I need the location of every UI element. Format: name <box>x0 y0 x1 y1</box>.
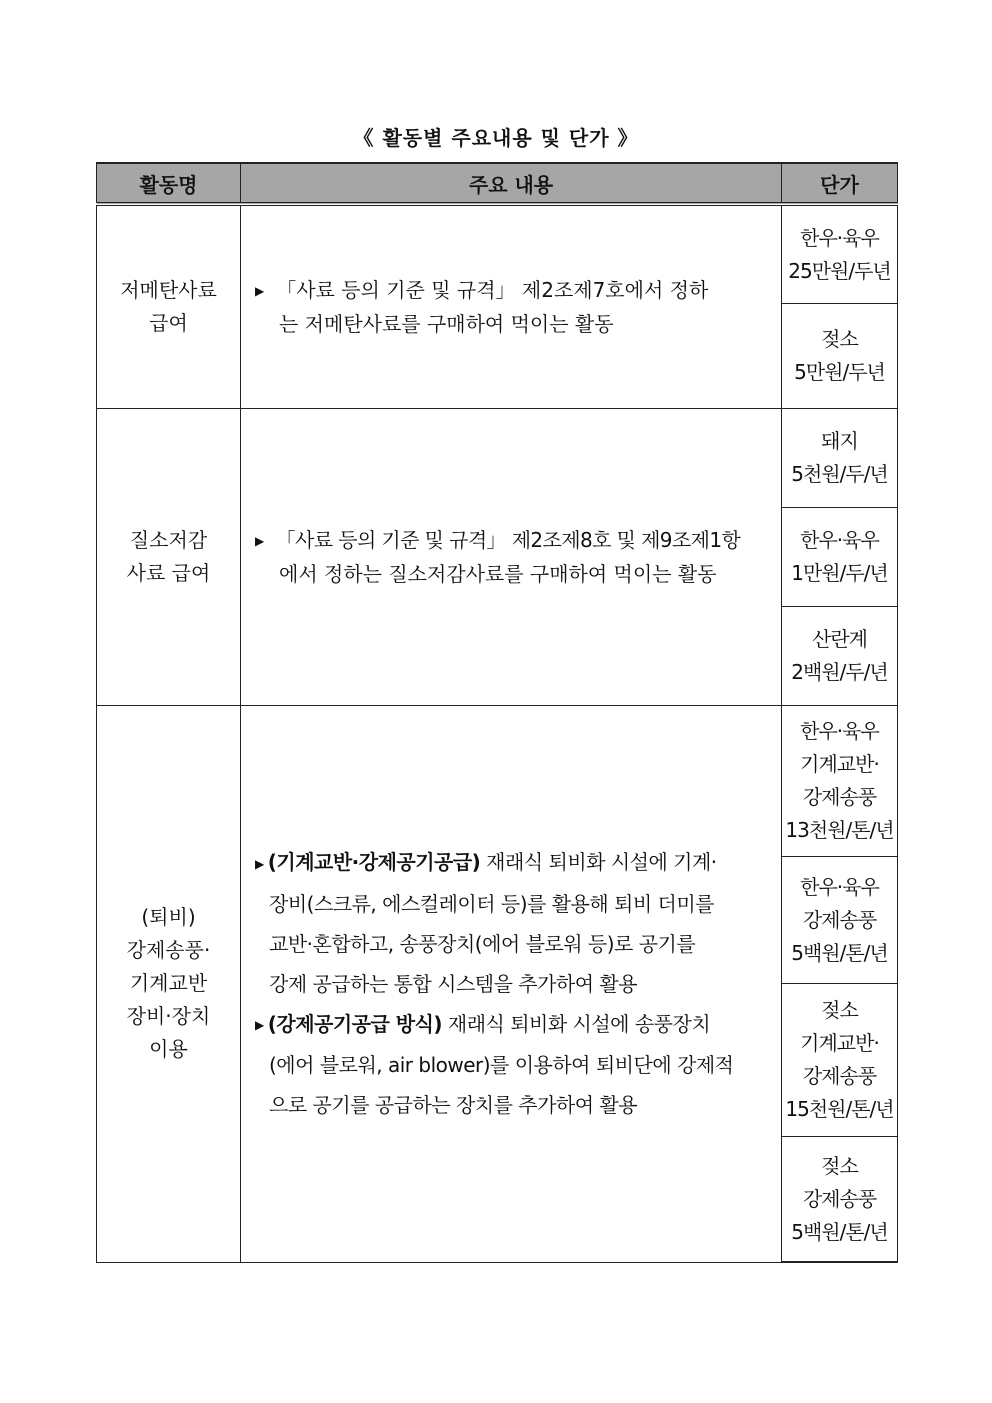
header-content: 주요 내용 <box>241 163 782 204</box>
table-row <box>97 204 898 304</box>
price-cell <box>782 1137 898 1263</box>
content-cell <box>241 706 782 1263</box>
price-line: 기계교반· <box>800 752 879 776</box>
activity-name-line: 사료 급여 <box>126 561 211 585</box>
triangle-bullet-icon: ▶ <box>255 856 264 871</box>
price-line: 강제송풍 <box>802 1064 877 1088</box>
price-animal: 젖소 <box>821 327 858 351</box>
price-line: 기계교반· <box>800 1031 879 1055</box>
price-animal: 산란계 <box>812 627 867 651</box>
price-line: 15천원/톤/년 <box>785 1097 894 1121</box>
price-line: 강제송풍 <box>802 907 877 932</box>
price-rate: 1만원/두/년 <box>791 561 888 585</box>
price-rate: 5천원/두/년 <box>791 462 888 486</box>
price-cell <box>782 857 898 984</box>
content-bold-heading: (기계교반·강제공기공급) <box>267 850 481 875</box>
content-text: 교반·혼합하고, 송풍장치(에어 블로워 등)로 공기를 <box>269 931 696 956</box>
activity-name-line: 이용 <box>149 1037 188 1062</box>
header-activity: 활동명 <box>97 163 241 204</box>
price-animal: 한우·육우 <box>800 225 879 250</box>
activity-name-line: 급여 <box>149 311 188 335</box>
activity-name-line: 저메탄사료 <box>120 278 217 302</box>
price-rate: 25만원/두년 <box>788 258 891 283</box>
price-cell <box>782 706 898 857</box>
price-animal: 돼지 <box>821 429 858 453</box>
activity-price-table <box>96 162 898 1263</box>
activity-name-cell <box>97 409 241 706</box>
activity-name-line: 강제송풍· <box>126 938 211 963</box>
content-text: 에서 정하는 질소저감사료를 구매하여 먹이는 활동 <box>279 561 717 586</box>
price-cell <box>782 304 898 409</box>
price-rate: 5만원/두년 <box>794 360 885 384</box>
header-price: 단가 <box>782 163 898 204</box>
price-line: 강제송풍 <box>802 1186 877 1211</box>
table-row <box>97 409 898 508</box>
price-line: 13천원/톤/년 <box>785 818 894 842</box>
price-rate: 2백원/두/년 <box>791 660 888 684</box>
table-row <box>97 706 898 857</box>
table-caption: 《 활동별 주요내용 및 단가 》 <box>353 126 639 150</box>
activity-name-line: (퇴비) <box>141 905 196 930</box>
price-cell <box>782 508 898 607</box>
content-text: 「사료 등의 기준 및 규격」 제2조제7호에서 정하 <box>276 277 709 302</box>
triangle-bullet-icon: ▶ <box>255 283 265 298</box>
activity-name-line: 기계교반 <box>129 971 208 996</box>
price-line: 한우·육우 <box>800 874 879 899</box>
price-line: 젖소 <box>821 998 858 1022</box>
content-text: 으로 공기를 공급하는 장치를 추가하여 활용 <box>269 1093 638 1118</box>
price-line: 한우·육우 <box>800 719 879 743</box>
content-text: 장비(스크류, 에스컬레이터 등)를 활용해 퇴비 더미를 <box>269 891 714 916</box>
content-bold-heading: (강제공기공급 방식) <box>267 1011 443 1036</box>
price-cell <box>782 607 898 706</box>
price-cell <box>782 204 898 304</box>
price-line: 5백원/톤/년 <box>791 1219 888 1244</box>
triangle-bullet-icon: ▶ <box>255 1018 264 1033</box>
price-line: 5백원/톤/년 <box>791 940 888 965</box>
content-text: 강제 공급하는 통합 시스템을 추가하여 활용 <box>269 971 638 996</box>
price-cell <box>782 984 898 1137</box>
content-text: 재래식 퇴비화 시설에 기계· <box>480 850 717 875</box>
content-cell <box>241 409 782 706</box>
price-line: 젖소 <box>821 1153 858 1178</box>
price-cell <box>782 409 898 508</box>
activity-name-cell <box>97 204 241 409</box>
price-animal: 한우·육우 <box>800 528 879 552</box>
content-text: 는 저메탄사료를 구매하여 먹이는 활동 <box>279 311 614 336</box>
activity-name-line: 장비·장치 <box>126 1004 211 1029</box>
triangle-bullet-icon: ▶ <box>255 533 264 548</box>
activity-name-cell <box>97 706 241 1263</box>
table-header-row <box>97 163 898 204</box>
content-text: (에어 블로워, air blower)를 이용하여 퇴비단에 강제적 <box>269 1053 734 1078</box>
content-text: 「사료 등의 기준 및 규격」 제2조제8호 및 제9조제1항 <box>275 527 741 552</box>
price-line: 강제송풍 <box>802 785 877 809</box>
content-text: 재래식 퇴비화 시설에 송풍장치 <box>442 1011 711 1036</box>
activity-name-line: 질소저감 <box>129 528 208 552</box>
content-cell <box>241 204 782 409</box>
